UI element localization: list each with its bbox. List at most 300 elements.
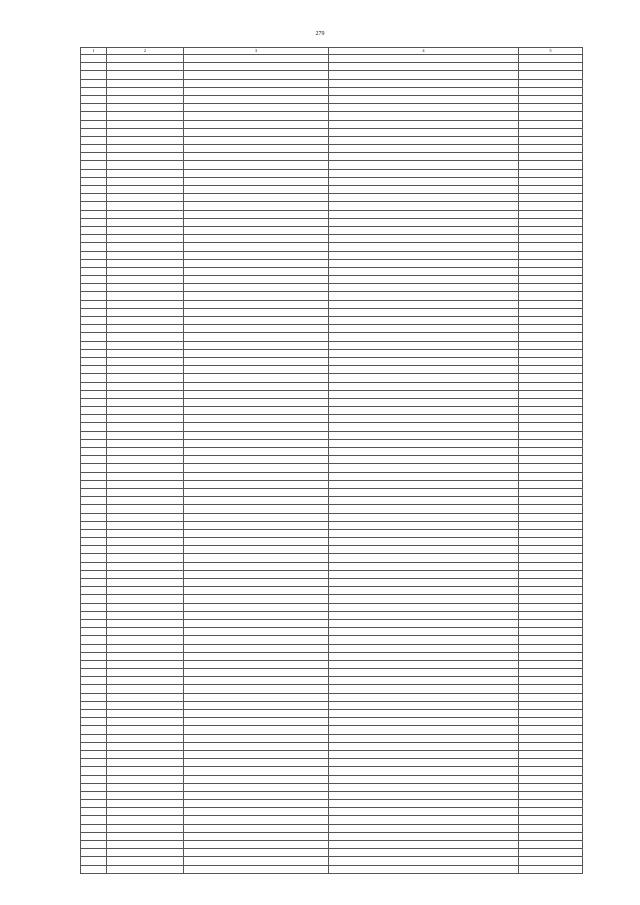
row-number-cell xyxy=(81,243,107,251)
work-cell xyxy=(329,685,519,693)
work-cell xyxy=(329,742,519,750)
table-row xyxy=(81,448,583,456)
row-number-cell xyxy=(81,177,107,185)
period-cell xyxy=(519,660,583,668)
settlement-cell xyxy=(107,587,184,595)
table-row xyxy=(81,218,583,226)
period-cell xyxy=(519,611,583,619)
settlement-cell xyxy=(107,439,184,447)
period-cell xyxy=(519,628,583,636)
address-cell xyxy=(184,726,329,734)
settlement-cell xyxy=(107,652,184,660)
period-cell xyxy=(519,276,583,284)
period-cell xyxy=(519,325,583,333)
work-cell xyxy=(329,603,519,611)
settlement-cell xyxy=(107,849,184,857)
work-cell xyxy=(329,382,519,390)
settlement-cell xyxy=(107,267,184,275)
work-cell xyxy=(329,415,519,423)
settlement-cell xyxy=(107,562,184,570)
settlement-cell xyxy=(107,521,184,529)
period-cell xyxy=(519,750,583,758)
table-row xyxy=(81,374,583,382)
work-cell xyxy=(329,824,519,832)
column-header-1: 1 xyxy=(81,48,107,55)
row-number-cell xyxy=(81,857,107,865)
work-cell xyxy=(329,791,519,799)
settlement-cell xyxy=(107,333,184,341)
address-cell xyxy=(184,538,329,546)
period-cell xyxy=(519,636,583,644)
settlement-cell xyxy=(107,775,184,783)
row-number-cell xyxy=(81,636,107,644)
settlement-cell xyxy=(107,726,184,734)
work-cell xyxy=(329,513,519,521)
settlement-cell xyxy=(107,153,184,161)
period-cell xyxy=(519,341,583,349)
address-cell xyxy=(184,153,329,161)
table-row xyxy=(81,857,583,865)
period-cell xyxy=(519,145,583,153)
settlement-cell xyxy=(107,644,184,652)
address-cell xyxy=(184,816,329,824)
period-cell xyxy=(519,546,583,554)
address-cell xyxy=(184,824,329,832)
work-cell xyxy=(329,349,519,357)
work-cell xyxy=(329,677,519,685)
work-cell xyxy=(329,480,519,488)
row-number-cell xyxy=(81,87,107,95)
work-cell xyxy=(329,718,519,726)
work-cell xyxy=(329,562,519,570)
address-cell xyxy=(184,55,329,63)
work-cell xyxy=(329,63,519,71)
work-cell xyxy=(329,808,519,816)
row-number-cell xyxy=(81,841,107,849)
table-row xyxy=(81,619,583,627)
period-cell xyxy=(519,63,583,71)
table-row xyxy=(81,390,583,398)
address-cell xyxy=(184,439,329,447)
settlement-cell xyxy=(107,488,184,496)
row-number-cell xyxy=(81,669,107,677)
work-cell xyxy=(329,521,519,529)
work-cell xyxy=(329,734,519,742)
address-cell xyxy=(184,800,329,808)
work-cell xyxy=(329,333,519,341)
address-cell xyxy=(184,456,329,464)
table-row xyxy=(81,349,583,357)
table-row xyxy=(81,456,583,464)
row-number-cell xyxy=(81,169,107,177)
work-cell xyxy=(329,497,519,505)
address-cell xyxy=(184,333,329,341)
table-row xyxy=(81,431,583,439)
settlement-cell xyxy=(107,603,184,611)
work-cell xyxy=(329,857,519,865)
table-row xyxy=(81,480,583,488)
table-row xyxy=(81,750,583,758)
address-cell xyxy=(184,71,329,79)
work-cell xyxy=(329,767,519,775)
settlement-cell xyxy=(107,95,184,103)
row-number-cell xyxy=(81,136,107,144)
address-cell xyxy=(184,619,329,627)
period-cell xyxy=(519,685,583,693)
period-cell xyxy=(519,300,583,308)
address-cell xyxy=(184,669,329,677)
table-row xyxy=(81,341,583,349)
settlement-cell xyxy=(107,79,184,87)
period-cell xyxy=(519,718,583,726)
settlement-cell xyxy=(107,808,184,816)
address-cell xyxy=(184,767,329,775)
period-cell xyxy=(519,194,583,202)
work-cell xyxy=(329,431,519,439)
period-cell xyxy=(519,169,583,177)
table-row xyxy=(81,603,583,611)
work-cell xyxy=(329,284,519,292)
row-number-cell xyxy=(81,546,107,554)
table-row xyxy=(81,71,583,79)
period-cell xyxy=(519,554,583,562)
settlement-cell xyxy=(107,218,184,226)
work-cell xyxy=(329,87,519,95)
period-cell xyxy=(519,235,583,243)
period-cell xyxy=(519,104,583,112)
address-cell xyxy=(184,63,329,71)
row-number-cell xyxy=(81,300,107,308)
table-row xyxy=(81,161,583,169)
row-number-cell xyxy=(81,718,107,726)
work-cell xyxy=(329,849,519,857)
period-cell xyxy=(519,112,583,120)
address-cell xyxy=(184,579,329,587)
row-number-cell xyxy=(81,529,107,537)
address-cell xyxy=(184,382,329,390)
settlement-cell xyxy=(107,816,184,824)
work-cell xyxy=(329,775,519,783)
settlement-cell xyxy=(107,300,184,308)
work-cell xyxy=(329,538,519,546)
row-number-cell xyxy=(81,423,107,431)
period-cell xyxy=(519,431,583,439)
row-number-cell xyxy=(81,685,107,693)
row-number-cell xyxy=(81,210,107,218)
work-cell xyxy=(329,726,519,734)
period-cell xyxy=(519,210,583,218)
period-cell xyxy=(519,767,583,775)
table-row xyxy=(81,251,583,259)
period-cell xyxy=(519,259,583,267)
work-cell xyxy=(329,456,519,464)
table-row xyxy=(81,325,583,333)
settlement-cell xyxy=(107,63,184,71)
settlement-cell xyxy=(107,570,184,578)
table-row xyxy=(81,120,583,128)
address-cell xyxy=(184,226,329,234)
work-cell xyxy=(329,398,519,406)
settlement-cell xyxy=(107,701,184,709)
address-cell xyxy=(184,194,329,202)
row-number-cell xyxy=(81,218,107,226)
table-row xyxy=(81,243,583,251)
row-number-cell xyxy=(81,366,107,374)
work-cell xyxy=(329,407,519,415)
settlement-cell xyxy=(107,677,184,685)
address-cell xyxy=(184,235,329,243)
table-row xyxy=(81,202,583,210)
table-row xyxy=(81,439,583,447)
row-number-cell xyxy=(81,849,107,857)
period-cell xyxy=(519,742,583,750)
work-cell xyxy=(329,783,519,791)
table-row xyxy=(81,775,583,783)
table-row xyxy=(81,636,583,644)
row-number-cell xyxy=(81,120,107,128)
period-cell xyxy=(519,79,583,87)
table-row xyxy=(81,128,583,136)
address-cell xyxy=(184,529,329,537)
settlement-cell xyxy=(107,497,184,505)
period-cell xyxy=(519,284,583,292)
table-row xyxy=(81,759,583,767)
work-cell xyxy=(329,652,519,660)
address-cell xyxy=(184,611,329,619)
period-cell xyxy=(519,538,583,546)
address-cell xyxy=(184,210,329,218)
period-cell xyxy=(519,529,583,537)
row-number-cell xyxy=(81,726,107,734)
work-cell xyxy=(329,587,519,595)
period-cell xyxy=(519,808,583,816)
period-cell xyxy=(519,382,583,390)
table-row xyxy=(81,226,583,234)
address-cell xyxy=(184,628,329,636)
period-cell xyxy=(519,218,583,226)
work-cell xyxy=(329,505,519,513)
address-cell xyxy=(184,546,329,554)
page-number: 279 xyxy=(315,31,325,37)
work-cell xyxy=(329,660,519,668)
row-number-cell xyxy=(81,767,107,775)
settlement-cell xyxy=(107,783,184,791)
table-row xyxy=(81,677,583,685)
row-number-cell xyxy=(81,267,107,275)
row-number-cell xyxy=(81,292,107,300)
table-row xyxy=(81,570,583,578)
address-cell xyxy=(184,136,329,144)
settlement-cell xyxy=(107,423,184,431)
settlement-cell xyxy=(107,464,184,472)
settlement-cell xyxy=(107,398,184,406)
address-cell xyxy=(184,693,329,701)
work-cell xyxy=(329,554,519,562)
address-cell xyxy=(184,660,329,668)
row-number-cell xyxy=(81,341,107,349)
table-row xyxy=(81,292,583,300)
table-row xyxy=(81,554,583,562)
row-number-cell xyxy=(81,497,107,505)
row-number-cell xyxy=(81,235,107,243)
work-cell xyxy=(329,169,519,177)
period-cell xyxy=(519,153,583,161)
address-cell xyxy=(184,480,329,488)
table-row xyxy=(81,333,583,341)
settlement-cell xyxy=(107,718,184,726)
settlement-cell xyxy=(107,226,184,234)
address-cell xyxy=(184,783,329,791)
address-cell xyxy=(184,808,329,816)
table-row xyxy=(81,136,583,144)
row-number-cell xyxy=(81,652,107,660)
address-cell xyxy=(184,186,329,194)
table-row xyxy=(81,300,583,308)
work-cell xyxy=(329,177,519,185)
work-cell xyxy=(329,112,519,120)
address-cell xyxy=(184,742,329,750)
row-number-cell xyxy=(81,357,107,365)
work-cell xyxy=(329,145,519,153)
period-cell xyxy=(519,595,583,603)
period-cell xyxy=(519,857,583,865)
period-cell xyxy=(519,120,583,128)
settlement-cell xyxy=(107,628,184,636)
table-row xyxy=(81,693,583,701)
table-row xyxy=(81,660,583,668)
table-row xyxy=(81,284,583,292)
address-cell xyxy=(184,652,329,660)
period-cell xyxy=(519,652,583,660)
settlement-cell xyxy=(107,177,184,185)
table-row xyxy=(81,317,583,325)
settlement-cell xyxy=(107,308,184,316)
settlement-cell xyxy=(107,791,184,799)
row-number-cell xyxy=(81,153,107,161)
settlement-cell xyxy=(107,161,184,169)
row-number-cell xyxy=(81,660,107,668)
period-cell xyxy=(519,800,583,808)
work-cell xyxy=(329,619,519,627)
settlement-cell xyxy=(107,325,184,333)
settlement-cell xyxy=(107,71,184,79)
table-row xyxy=(81,841,583,849)
table-row xyxy=(81,95,583,103)
address-cell xyxy=(184,513,329,521)
period-cell xyxy=(519,251,583,259)
address-cell xyxy=(184,423,329,431)
period-cell xyxy=(519,816,583,824)
address-cell xyxy=(184,145,329,153)
work-cell xyxy=(329,390,519,398)
address-cell xyxy=(184,407,329,415)
settlement-cell xyxy=(107,235,184,243)
table-row xyxy=(81,267,583,275)
row-number-cell xyxy=(81,865,107,873)
address-cell xyxy=(184,841,329,849)
address-cell xyxy=(184,603,329,611)
period-cell xyxy=(519,186,583,194)
period-cell xyxy=(519,488,583,496)
address-cell xyxy=(184,521,329,529)
row-number-cell xyxy=(81,480,107,488)
row-number-cell xyxy=(81,349,107,357)
work-cell xyxy=(329,529,519,537)
period-cell xyxy=(519,161,583,169)
address-cell xyxy=(184,734,329,742)
settlement-cell xyxy=(107,112,184,120)
row-number-cell xyxy=(81,554,107,562)
table-row xyxy=(81,472,583,480)
settlement-cell xyxy=(107,750,184,758)
table-row xyxy=(81,505,583,513)
period-cell xyxy=(519,71,583,79)
table-row xyxy=(81,791,583,799)
address-cell xyxy=(184,677,329,685)
period-cell xyxy=(519,448,583,456)
work-cell xyxy=(329,95,519,103)
address-cell xyxy=(184,341,329,349)
row-number-cell xyxy=(81,628,107,636)
table-row xyxy=(81,366,583,374)
settlement-cell xyxy=(107,579,184,587)
table-row xyxy=(81,726,583,734)
registry-table xyxy=(80,47,583,874)
period-cell xyxy=(519,619,583,627)
settlement-cell xyxy=(107,554,184,562)
row-number-cell xyxy=(81,259,107,267)
table-row xyxy=(81,464,583,472)
period-cell xyxy=(519,226,583,234)
work-cell xyxy=(329,366,519,374)
work-cell xyxy=(329,448,519,456)
address-cell xyxy=(184,775,329,783)
period-cell xyxy=(519,292,583,300)
period-cell xyxy=(519,333,583,341)
table-row xyxy=(81,669,583,677)
address-cell xyxy=(184,104,329,112)
column-header-5: 5 xyxy=(519,48,583,55)
work-cell xyxy=(329,317,519,325)
row-number-cell xyxy=(81,750,107,758)
address-cell xyxy=(184,202,329,210)
period-cell xyxy=(519,759,583,767)
work-cell xyxy=(329,832,519,840)
work-cell xyxy=(329,325,519,333)
work-cell xyxy=(329,611,519,619)
table-row xyxy=(81,398,583,406)
settlement-cell xyxy=(107,800,184,808)
period-cell xyxy=(519,480,583,488)
address-cell xyxy=(184,349,329,357)
row-number-cell xyxy=(81,251,107,259)
settlement-cell xyxy=(107,824,184,832)
row-number-cell xyxy=(81,791,107,799)
work-cell xyxy=(329,55,519,63)
row-number-cell xyxy=(81,619,107,627)
settlement-cell xyxy=(107,742,184,750)
settlement-cell xyxy=(107,685,184,693)
work-cell xyxy=(329,693,519,701)
table-row xyxy=(81,865,583,873)
row-number-cell xyxy=(81,832,107,840)
settlement-cell xyxy=(107,611,184,619)
row-number-cell xyxy=(81,202,107,210)
settlement-cell xyxy=(107,456,184,464)
address-cell xyxy=(184,505,329,513)
period-cell xyxy=(519,824,583,832)
period-cell xyxy=(519,677,583,685)
